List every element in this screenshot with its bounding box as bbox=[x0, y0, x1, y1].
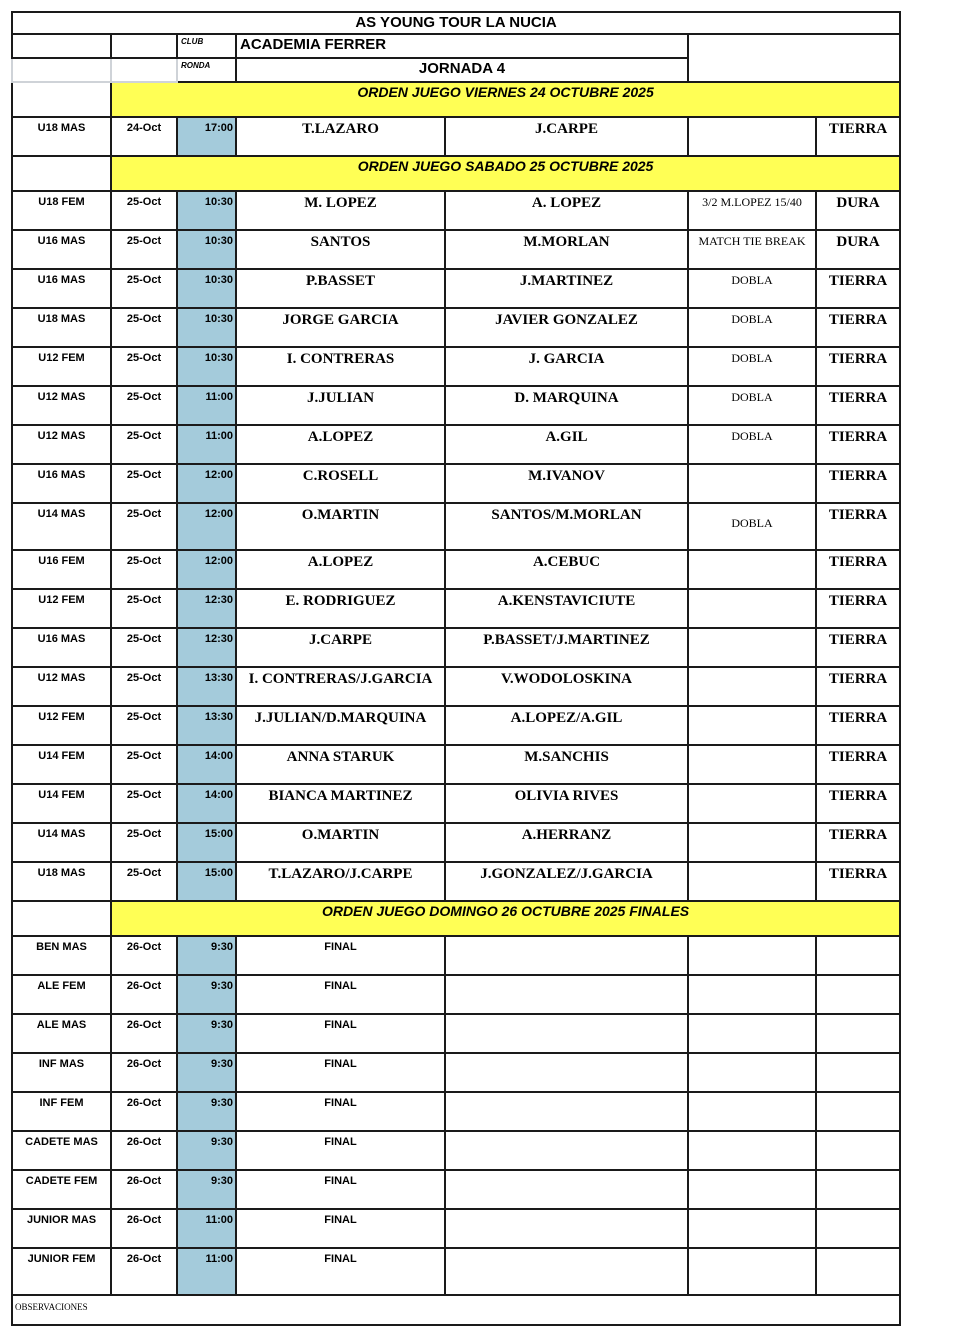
empty-cell bbox=[12, 901, 111, 936]
note-cell: 3/2 M.LOPEZ 15/40 bbox=[688, 191, 816, 230]
date-cell: 25-Oct bbox=[111, 269, 177, 308]
category-cell: U16 MAS bbox=[12, 230, 111, 269]
match-row bbox=[12, 589, 900, 628]
empty-cell bbox=[111, 34, 177, 58]
category-cell: U18 MAS bbox=[12, 308, 111, 347]
category-cell: JUNIOR FEM bbox=[12, 1248, 111, 1295]
surface-cell: TIERRA bbox=[816, 823, 900, 862]
time-cell: 15:00 bbox=[177, 862, 236, 901]
time-cell: 11:00 bbox=[177, 1209, 236, 1248]
category-cell: U14 MAS bbox=[12, 503, 111, 550]
empty-cell bbox=[12, 156, 111, 191]
surface-cell: TIERRA bbox=[816, 706, 900, 745]
date-cell: 25-Oct bbox=[111, 823, 177, 862]
note-cell bbox=[688, 1170, 816, 1209]
note-cell bbox=[688, 1209, 816, 1248]
match-row bbox=[12, 269, 900, 308]
surface-cell: TIERRA bbox=[816, 269, 900, 308]
category-cell: U12 FEM bbox=[12, 347, 111, 386]
note-cell bbox=[688, 936, 816, 975]
category-cell: U16 FEM bbox=[12, 550, 111, 589]
date-cell: 26-Oct bbox=[111, 936, 177, 975]
section-title: ORDEN JUEGO DOMINGO 26 OCTUBRE 2025 FINALES bbox=[111, 901, 900, 936]
player2-cell: JAVIER GONZALEZ bbox=[445, 308, 688, 347]
surface-cell: TIERRA bbox=[816, 589, 900, 628]
category-cell: U12 FEM bbox=[12, 706, 111, 745]
match-row bbox=[12, 1170, 900, 1209]
time-cell: 11:00 bbox=[177, 386, 236, 425]
note-cell bbox=[688, 862, 816, 901]
date-cell: 25-Oct bbox=[111, 706, 177, 745]
category-cell: U12 FEM bbox=[12, 589, 111, 628]
note-cell bbox=[688, 1092, 816, 1131]
note-cell bbox=[688, 117, 816, 156]
player2-cell: J.CARPE bbox=[445, 117, 688, 156]
empty-cell bbox=[12, 58, 111, 82]
note-cell: DOBLA bbox=[688, 308, 816, 347]
category-cell: U16 MAS bbox=[12, 628, 111, 667]
player1-cell: ANNA STARUK bbox=[236, 745, 445, 784]
date-cell: 26-Oct bbox=[111, 1248, 177, 1295]
match-row bbox=[12, 230, 900, 269]
surface-cell: TIERRA bbox=[816, 745, 900, 784]
time-cell: 10:30 bbox=[177, 191, 236, 230]
match-row bbox=[12, 1053, 900, 1092]
note-cell bbox=[688, 464, 816, 503]
date-cell: 26-Oct bbox=[111, 1170, 177, 1209]
player2-cell: A.KENSTAVICIUTE bbox=[445, 589, 688, 628]
match-row bbox=[12, 1131, 900, 1170]
category-cell: JUNIOR MAS bbox=[12, 1209, 111, 1248]
observations-row bbox=[12, 1295, 900, 1325]
category-cell: U14 FEM bbox=[12, 784, 111, 823]
empty-cell bbox=[688, 34, 900, 82]
time-cell: 17:00 bbox=[177, 117, 236, 156]
category-cell: U12 MAS bbox=[12, 386, 111, 425]
club-label: CLUB bbox=[177, 34, 236, 58]
note-cell bbox=[688, 589, 816, 628]
player2-cell: A.CEBUC bbox=[445, 550, 688, 589]
observations-label: OBSERVACIONES bbox=[12, 1295, 900, 1325]
surface-cell: TIERRA bbox=[816, 628, 900, 667]
match-row bbox=[12, 667, 900, 706]
surface-cell: TIERRA bbox=[816, 667, 900, 706]
player2-cell: A. LOPEZ bbox=[445, 191, 688, 230]
date-cell: 25-Oct bbox=[111, 425, 177, 464]
player2-cell bbox=[445, 1092, 688, 1131]
time-cell: 10:30 bbox=[177, 347, 236, 386]
match-row bbox=[12, 425, 900, 464]
match-row bbox=[12, 308, 900, 347]
surface-cell bbox=[816, 975, 900, 1014]
surface-cell: TIERRA bbox=[816, 784, 900, 823]
player1-cell: M. LOPEZ bbox=[236, 191, 445, 230]
match-row bbox=[12, 1092, 900, 1131]
date-cell: 26-Oct bbox=[111, 1131, 177, 1170]
match-row bbox=[12, 745, 900, 784]
time-cell: 9:30 bbox=[177, 1092, 236, 1131]
schedule-table bbox=[11, 11, 901, 1326]
section-header-row bbox=[12, 156, 900, 191]
match-row bbox=[12, 117, 900, 156]
player1-cell: J.JULIAN bbox=[236, 386, 445, 425]
note-cell: MATCH TIE BREAK bbox=[688, 230, 816, 269]
note-cell: DOBLA bbox=[688, 269, 816, 308]
surface-cell: TIERRA bbox=[816, 503, 900, 550]
note-cell bbox=[688, 784, 816, 823]
player2-cell: P.BASSET/J.MARTINEZ bbox=[445, 628, 688, 667]
player1-cell: O.MARTIN bbox=[236, 503, 445, 550]
player2-cell bbox=[445, 975, 688, 1014]
category-cell: U18 FEM bbox=[12, 191, 111, 230]
player2-cell: A.GIL bbox=[445, 425, 688, 464]
match-row bbox=[12, 503, 900, 550]
category-cell: U18 MAS bbox=[12, 117, 111, 156]
player1-cell: I. CONTRERAS/J.GARCIA bbox=[236, 667, 445, 706]
surface-cell: TIERRA bbox=[816, 386, 900, 425]
note-cell: DOBLA bbox=[688, 386, 816, 425]
time-cell: 13:30 bbox=[177, 667, 236, 706]
time-cell: 12:00 bbox=[177, 464, 236, 503]
date-cell: 25-Oct bbox=[111, 628, 177, 667]
match-row bbox=[12, 1209, 900, 1248]
match-row bbox=[12, 784, 900, 823]
match-row bbox=[12, 386, 900, 425]
date-cell: 26-Oct bbox=[111, 975, 177, 1014]
time-cell: 11:00 bbox=[177, 425, 236, 464]
match-row bbox=[12, 1014, 900, 1053]
player2-cell bbox=[445, 1209, 688, 1248]
category-cell: INF FEM bbox=[12, 1092, 111, 1131]
player1-cell: FINAL bbox=[236, 1092, 445, 1131]
date-cell: 25-Oct bbox=[111, 308, 177, 347]
player2-cell: M.MORLAN bbox=[445, 230, 688, 269]
player2-cell bbox=[445, 1053, 688, 1092]
player1-cell: FINAL bbox=[236, 1209, 445, 1248]
player2-cell: D. MARQUINA bbox=[445, 386, 688, 425]
player1-cell: C.ROSELL bbox=[236, 464, 445, 503]
time-cell: 14:00 bbox=[177, 784, 236, 823]
category-cell: BEN MAS bbox=[12, 936, 111, 975]
ronda-label: RONDA bbox=[177, 58, 236, 82]
time-cell: 11:00 bbox=[177, 1248, 236, 1295]
section-header-row bbox=[12, 901, 900, 936]
player2-cell bbox=[445, 1131, 688, 1170]
category-cell: U18 MAS bbox=[12, 862, 111, 901]
match-row bbox=[12, 1248, 900, 1295]
category-cell: U16 MAS bbox=[12, 464, 111, 503]
match-row bbox=[12, 862, 900, 901]
date-cell: 25-Oct bbox=[111, 784, 177, 823]
surface-cell: TIERRA bbox=[816, 425, 900, 464]
surface-cell: TIERRA bbox=[816, 117, 900, 156]
time-cell: 12:00 bbox=[177, 550, 236, 589]
time-cell: 9:30 bbox=[177, 1053, 236, 1092]
player2-cell: M.SANCHIS bbox=[445, 745, 688, 784]
surface-cell bbox=[816, 1014, 900, 1053]
match-row bbox=[12, 975, 900, 1014]
player1-cell: JORGE GARCIA bbox=[236, 308, 445, 347]
category-cell: INF MAS bbox=[12, 1053, 111, 1092]
category-cell: CADETE MAS bbox=[12, 1131, 111, 1170]
note-cell bbox=[688, 628, 816, 667]
match-row bbox=[12, 628, 900, 667]
title-row bbox=[12, 12, 900, 34]
time-cell: 14:00 bbox=[177, 745, 236, 784]
player1-cell: FINAL bbox=[236, 1014, 445, 1053]
date-cell: 26-Oct bbox=[111, 1209, 177, 1248]
player2-cell: M.IVANOV bbox=[445, 464, 688, 503]
player2-cell bbox=[445, 1014, 688, 1053]
match-row bbox=[12, 706, 900, 745]
date-cell: 25-Oct bbox=[111, 464, 177, 503]
time-cell: 9:30 bbox=[177, 1131, 236, 1170]
date-cell: 25-Oct bbox=[111, 347, 177, 386]
section-title: ORDEN JUEGO VIERNES 24 OCTUBRE 2025 bbox=[111, 82, 900, 117]
date-cell: 25-Oct bbox=[111, 386, 177, 425]
surface-cell bbox=[816, 1092, 900, 1131]
category-cell: U12 MAS bbox=[12, 425, 111, 464]
player2-cell bbox=[445, 936, 688, 975]
player2-cell: J.GONZALEZ/J.GARCIA bbox=[445, 862, 688, 901]
section-title: ORDEN JUEGO SABADO 25 OCTUBRE 2025 bbox=[111, 156, 900, 191]
time-cell: 12:30 bbox=[177, 589, 236, 628]
time-cell: 10:30 bbox=[177, 269, 236, 308]
note-cell bbox=[688, 1131, 816, 1170]
time-cell: 12:30 bbox=[177, 628, 236, 667]
match-row bbox=[12, 191, 900, 230]
note-cell bbox=[688, 823, 816, 862]
player1-cell: J.CARPE bbox=[236, 628, 445, 667]
club-row bbox=[12, 34, 900, 58]
note-cell bbox=[688, 1014, 816, 1053]
player1-cell: T.LAZARO/J.CARPE bbox=[236, 862, 445, 901]
category-cell: ALE FEM bbox=[12, 975, 111, 1014]
player2-cell: J.MARTINEZ bbox=[445, 269, 688, 308]
player2-cell: OLIVIA RIVES bbox=[445, 784, 688, 823]
player2-cell bbox=[445, 1170, 688, 1209]
time-cell: 10:30 bbox=[177, 308, 236, 347]
player1-cell: FINAL bbox=[236, 1131, 445, 1170]
player1-cell: E. RODRIGUEZ bbox=[236, 589, 445, 628]
club-value: ACADEMIA FERRER bbox=[236, 34, 688, 58]
time-cell: 9:30 bbox=[177, 1014, 236, 1053]
date-cell: 25-Oct bbox=[111, 862, 177, 901]
surface-cell bbox=[816, 1248, 900, 1295]
match-row bbox=[12, 823, 900, 862]
player1-cell: BIANCA MARTINEZ bbox=[236, 784, 445, 823]
player2-cell: A.LOPEZ/A.GIL bbox=[445, 706, 688, 745]
surface-cell: DURA bbox=[816, 230, 900, 269]
surface-cell: TIERRA bbox=[816, 464, 900, 503]
note-cell: DOBLA bbox=[688, 503, 816, 550]
empty-cell bbox=[111, 58, 177, 82]
note-cell bbox=[688, 745, 816, 784]
player1-cell: T.LAZARO bbox=[236, 117, 445, 156]
surface-cell bbox=[816, 1209, 900, 1248]
date-cell: 26-Oct bbox=[111, 1053, 177, 1092]
note-cell bbox=[688, 667, 816, 706]
surface-cell bbox=[816, 1131, 900, 1170]
match-row bbox=[12, 550, 900, 589]
player1-cell: P.BASSET bbox=[236, 269, 445, 308]
player2-cell bbox=[445, 1248, 688, 1295]
surface-cell: TIERRA bbox=[816, 550, 900, 589]
category-cell: U14 FEM bbox=[12, 745, 111, 784]
surface-cell bbox=[816, 936, 900, 975]
note-cell bbox=[688, 1053, 816, 1092]
player2-cell: V.WODOLOSKINA bbox=[445, 667, 688, 706]
surface-cell bbox=[816, 1170, 900, 1209]
section-header-row bbox=[12, 82, 900, 117]
note-cell bbox=[688, 550, 816, 589]
date-cell: 25-Oct bbox=[111, 230, 177, 269]
match-row bbox=[12, 464, 900, 503]
date-cell: 25-Oct bbox=[111, 589, 177, 628]
player1-cell: SANTOS bbox=[236, 230, 445, 269]
date-cell: 25-Oct bbox=[111, 667, 177, 706]
player1-cell: A.LOPEZ bbox=[236, 550, 445, 589]
match-row bbox=[12, 347, 900, 386]
empty-cell bbox=[12, 82, 111, 117]
note-cell bbox=[688, 1248, 816, 1295]
category-cell: CADETE FEM bbox=[12, 1170, 111, 1209]
time-cell: 10:30 bbox=[177, 230, 236, 269]
surface-cell: TIERRA bbox=[816, 862, 900, 901]
category-cell: U12 MAS bbox=[12, 667, 111, 706]
player1-cell: J.JULIAN/D.MARQUINA bbox=[236, 706, 445, 745]
player1-cell: FINAL bbox=[236, 975, 445, 1014]
note-cell: DOBLA bbox=[688, 425, 816, 464]
date-cell: 25-Oct bbox=[111, 745, 177, 784]
tournament-title: AS YOUNG TOUR LA NUCIA bbox=[12, 12, 900, 34]
player1-cell: I. CONTRERAS bbox=[236, 347, 445, 386]
note-cell bbox=[688, 706, 816, 745]
player2-cell: A.HERRANZ bbox=[445, 823, 688, 862]
player1-cell: FINAL bbox=[236, 936, 445, 975]
date-cell: 26-Oct bbox=[111, 1014, 177, 1053]
match-row bbox=[12, 936, 900, 975]
player1-cell: FINAL bbox=[236, 1248, 445, 1295]
date-cell: 25-Oct bbox=[111, 503, 177, 550]
note-cell: DOBLA bbox=[688, 347, 816, 386]
surface-cell: DURA bbox=[816, 191, 900, 230]
time-cell: 12:00 bbox=[177, 503, 236, 550]
category-cell: U16 MAS bbox=[12, 269, 111, 308]
empty-cell bbox=[12, 34, 111, 58]
time-cell: 13:30 bbox=[177, 706, 236, 745]
date-cell: 25-Oct bbox=[111, 550, 177, 589]
surface-cell bbox=[816, 1053, 900, 1092]
ronda-value: JORNADA 4 bbox=[236, 58, 688, 82]
player2-cell: SANTOS/M.MORLAN bbox=[445, 503, 688, 550]
time-cell: 9:30 bbox=[177, 1170, 236, 1209]
player1-cell: FINAL bbox=[236, 1053, 445, 1092]
date-cell: 24-Oct bbox=[111, 117, 177, 156]
time-cell: 15:00 bbox=[177, 823, 236, 862]
category-cell: ALE MAS bbox=[12, 1014, 111, 1053]
surface-cell: TIERRA bbox=[816, 347, 900, 386]
date-cell: 26-Oct bbox=[111, 1092, 177, 1131]
player1-cell: A.LOPEZ bbox=[236, 425, 445, 464]
date-cell: 25-Oct bbox=[111, 191, 177, 230]
note-cell bbox=[688, 975, 816, 1014]
schedule-sheet bbox=[11, 11, 899, 1326]
player1-cell: O.MARTIN bbox=[236, 823, 445, 862]
surface-cell: TIERRA bbox=[816, 308, 900, 347]
player2-cell: J. GARCIA bbox=[445, 347, 688, 386]
player1-cell: FINAL bbox=[236, 1170, 445, 1209]
time-cell: 9:30 bbox=[177, 975, 236, 1014]
time-cell: 9:30 bbox=[177, 936, 236, 975]
category-cell: U14 MAS bbox=[12, 823, 111, 862]
